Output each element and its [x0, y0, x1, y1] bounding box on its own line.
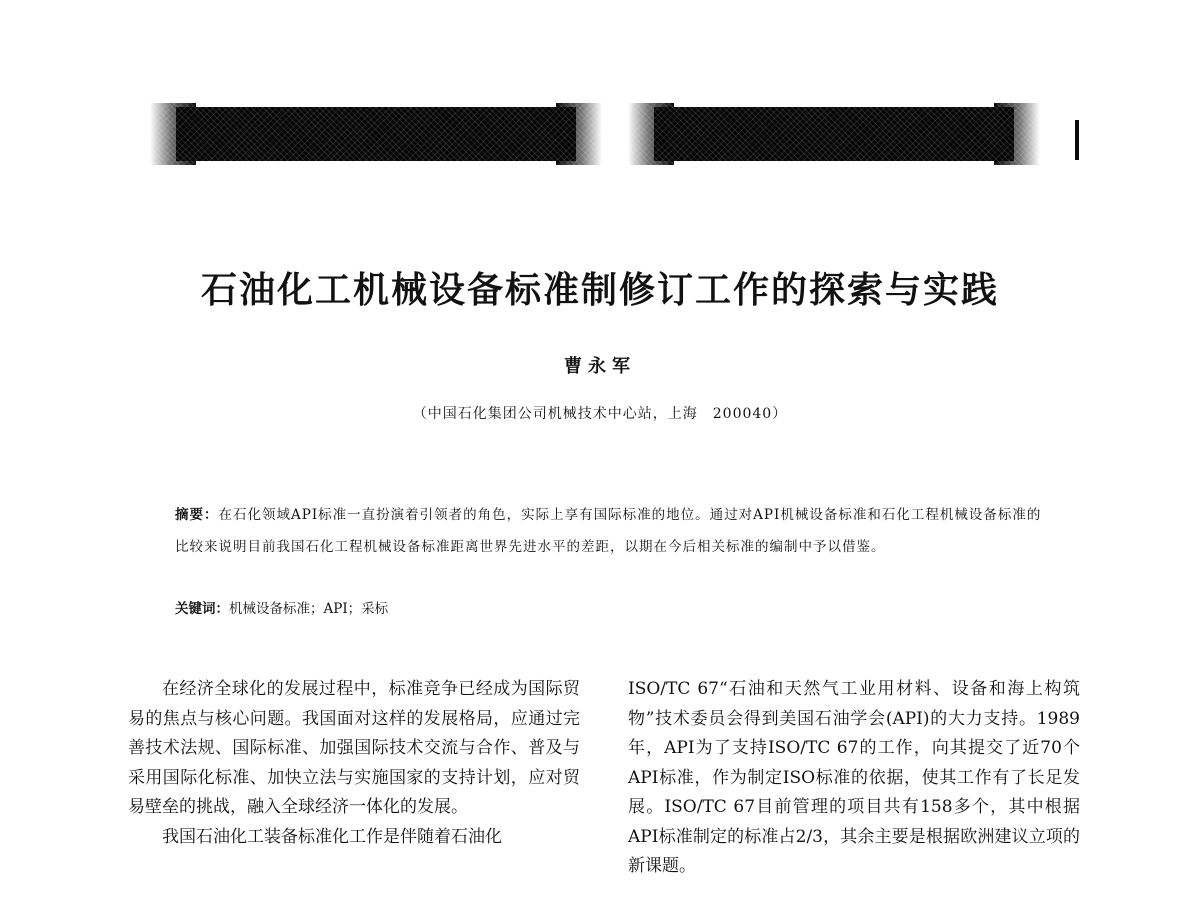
body-column-left — [128, 675, 580, 852]
body-paragraph: 在经济全球化的发展过程中，标准竞争已经成为国际贸易的焦点与核心问题。我国面对这样的发展格局，应通过完善技术法规、国际标准、加强国际技术交流与合作、普及与采用国际化标准、加快立法与实施国家的支持计划，应对贸易壁垒的挑战，融入全球经济一体化的发展。 — [128, 679, 580, 817]
redacted-header-bar-left — [150, 103, 602, 165]
article-author: 曹永军 — [564, 356, 636, 377]
abstract-text: 在石化领域API标准一直扮演着引领者的角色，实际上享有国际标准的地位。通过对API机械设备标准和石化工程机械设备标准的比较来说明目前我国石化工程机械设备标准距离世界先进水平的差距，以期在今后相关标准的编制中予以借鉴。 — [175, 507, 1042, 555]
abstract-label: 摘要： — [175, 507, 219, 523]
body-column-right — [628, 675, 1080, 882]
redacted-header-bar-right — [628, 103, 1040, 165]
keywords — [175, 596, 1055, 622]
body-paragraph: 我国石油化工装备标准化工作是伴随着石油化 — [162, 826, 502, 847]
body-paragraph: ISO/TC 67“石油和天然气工业用材料、设备和海上构筑物”技术委员会得到美国石油学会(API)的大力支持。1989年，API为了支持ISO/TC 67的工作，向其提交了近70个API标准，作为制定ISO标准的依据，使其工作有了长足发展。ISO/TC 67目前管理的项目共有158多个，其中根据API标准制定的标准占2/3，其余主要是根据欧洲建议立项的新课题。 — [628, 679, 1080, 876]
article-title: 石油化工机械设备标准制修订工作的探索与实践 — [200, 270, 999, 311]
abstract — [175, 499, 1055, 563]
keywords-text: 机械设备标准；API；采标 — [229, 601, 389, 617]
page-edge-mark — [1075, 120, 1079, 160]
author-affiliation: （中国石化集团公司机械技术中心站，上海 200040） — [412, 406, 788, 422]
keywords-label: 关键词： — [175, 601, 229, 617]
